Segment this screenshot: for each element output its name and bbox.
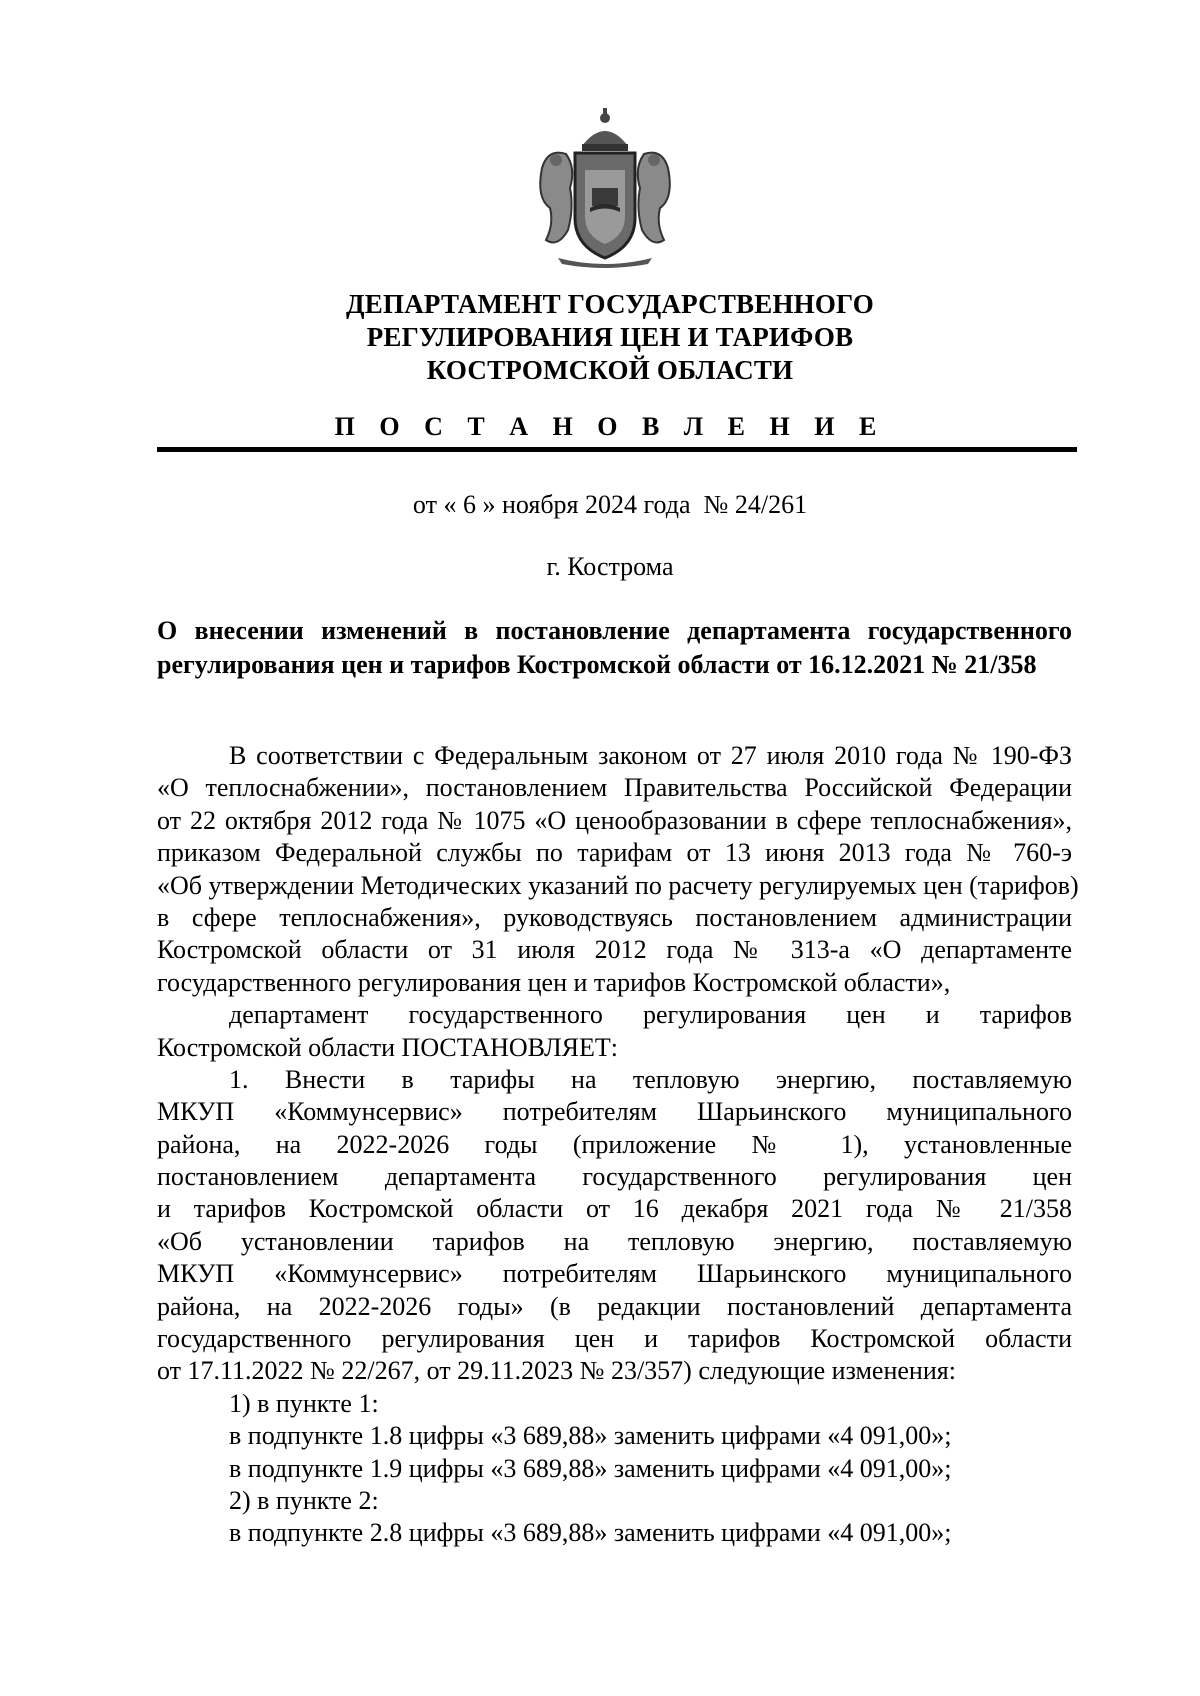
body-line: 2) в пункте 2:	[229, 1485, 379, 1515]
body-line: Костромской области ПОСТАНОВЛЯЕТ:	[157, 1032, 618, 1062]
department-name-line-2: РЕГУЛИРОВАНИЯ ЦЕН И ТАРИФОВ	[366, 322, 854, 352]
body-line: постановлением департамента государственного регулирования цен	[157, 1162, 1072, 1192]
city: г. Кострома	[546, 552, 674, 581]
body-line: района, на 2022-2026 годы (приложение № 1), установленные	[157, 1129, 1072, 1159]
document-type-heading: П О С Т А Н О В Л Е Н И Е	[334, 412, 886, 441]
body-line: и тарифов Костромской области от 16 декабря 2021 года № 21/358	[157, 1194, 1072, 1224]
body-line: 1. Внести в тарифы на тепловую энергию, поставляемую	[229, 1064, 1072, 1094]
body-line: района, на 2022-2026 годы» (в редакции постановлений департамента	[157, 1291, 1072, 1321]
body-line: в подпункте 2.8 цифры «3 689,88» заменить цифрами «4 091,00»;	[229, 1518, 952, 1548]
coat-of-arms-emblem	[530, 108, 680, 268]
body-line: Костромской области от 31 июля 2012 года № 313-а «О департаменте	[157, 935, 1072, 965]
department-name-line-3: КОСТРОМСКОЙ ОБЛАСТИ	[426, 355, 794, 385]
document-title-line-1: О внесении изменений в постановление департамента государственного	[157, 616, 1072, 645]
body-line: «О теплоснабжении», постановлением Правительства Российской Федерации	[157, 773, 1072, 803]
body-line: в подпункте 1.8 цифры «3 689,88» заменить цифрами «4 091,00»;	[229, 1421, 952, 1451]
body-line: МКУП «Коммунсервис» потребителям Шарьинского муниципального	[157, 1259, 1072, 1289]
date-and-number: от « 6 » ноября 2024 года № 24/261	[412, 490, 808, 519]
body-line: государственного регулирования цен и тарифов Костромской области	[157, 1324, 1072, 1354]
body-line: от 22 октября 2012 года № 1075 «О ценообразовании в сфере теплоснабжения»,	[157, 805, 1072, 835]
department-name-line-1: ДЕПАРТАМЕНТ ГОСУДАРСТВЕННОГО	[346, 289, 874, 319]
document-body	[157, 740, 1079, 1550]
header-rule	[157, 447, 1077, 452]
body-line: МКУП «Коммунсервис» потребителям Шарьинского муниципального	[157, 1097, 1072, 1127]
body-line: «Об утверждении Методических указаний по расчету регулируемых цен (тарифов)	[157, 870, 1079, 900]
body-line: 1) в пункте 1:	[229, 1388, 379, 1418]
body-line: приказом Федеральной службы по тарифам от 13 июня 2013 года № 760-э	[157, 838, 1072, 868]
body-line: департамент государственного регулирования цен и тарифов	[229, 1000, 1072, 1030]
body-line: в подпункте 1.9 цифры «3 689,88» заменить цифрами «4 091,00»;	[229, 1453, 952, 1483]
document-title-line-2: регулирования цен и тарифов Костромской области от 16.12.2021 № 21/358	[157, 650, 1037, 679]
body-line: «Об установлении тарифов на тепловую энергию, поставляемую	[157, 1226, 1072, 1256]
body-line: в сфере теплоснабжения», руководствуясь постановлением администрации	[157, 902, 1072, 932]
body-line: государственного регулирования цен и тарифов Костромской области»,	[157, 967, 951, 997]
department-name	[150, 288, 1070, 387]
body-line: от 17.11.2022 № 22/267, от 29.11.2023 № 23/357) следующие изменения:	[157, 1356, 956, 1386]
document-title	[157, 614, 1072, 682]
body-line: В соответствии с Федеральным законом от 27 июля 2010 года № 190-ФЗ	[229, 741, 1072, 770]
